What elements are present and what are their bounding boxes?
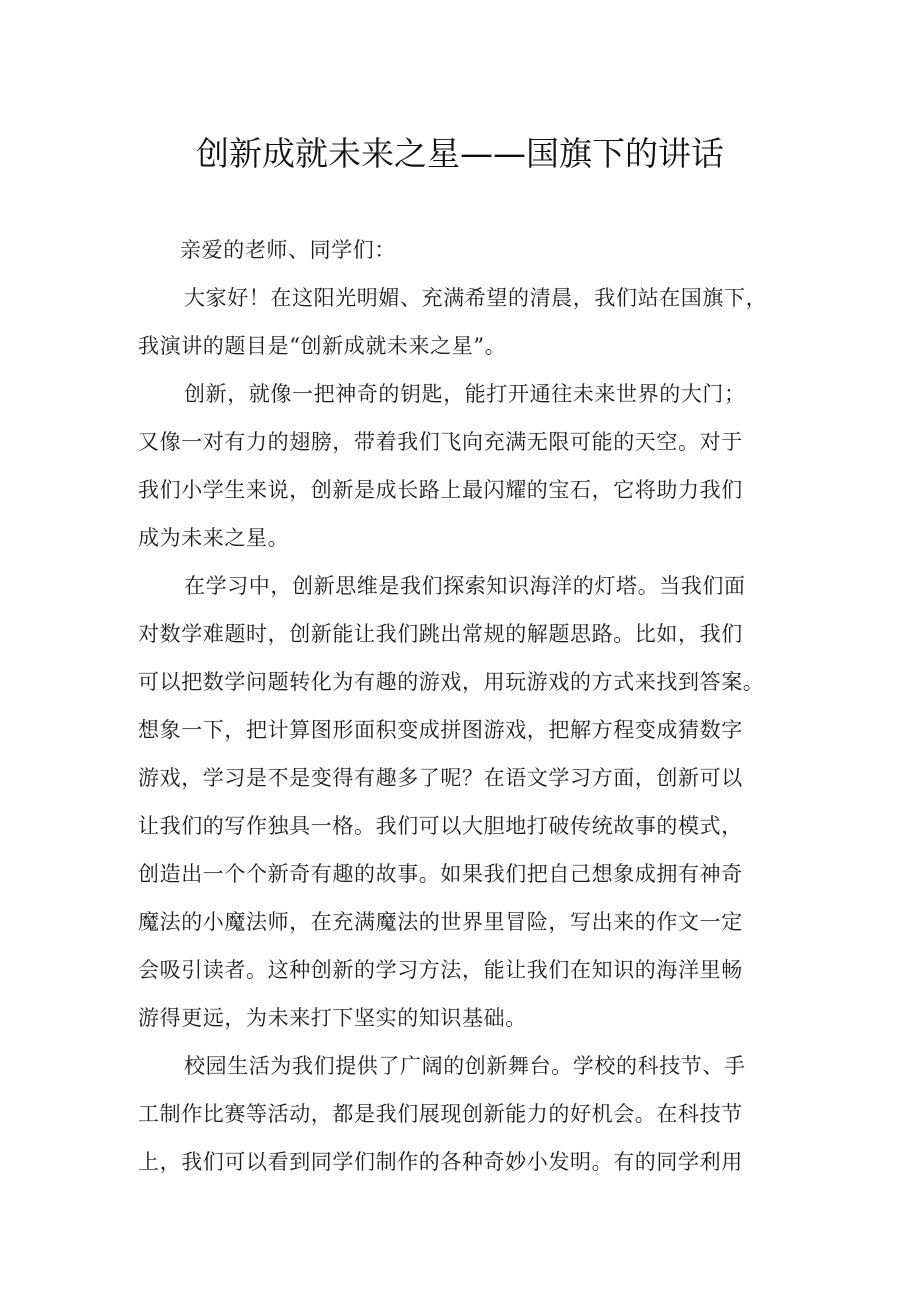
paragraph-line: 上，我们可以看到同学们制作的各种奇妙小发明。有的同学利用 <box>138 1150 743 1174</box>
paragraph-line: 我们小学生来说，创新是成长路上最闪耀的宝石，它将助力我们 <box>138 478 743 502</box>
salutation: 亲爱的老师、同学们： <box>180 238 396 262</box>
paragraph-1 <box>138 274 788 370</box>
paragraph-line: 游戏，学习是不是变得有趣多了呢？在语文学习方面，创新可以 <box>138 766 743 790</box>
paragraph-line: 我演讲的题目是“创新成就未来之星”。 <box>138 334 507 358</box>
paragraph-line: 创造出一个个新奇有趣的故事。如果我们把自己想象成拥有神奇 <box>138 862 743 886</box>
paragraph-line: 校园生活为我们提供了广阔的创新舞台。学校的科技节、手 <box>184 1054 746 1078</box>
paragraph-line: 游得更远，为未来打下坚实的知识基础。 <box>138 1006 527 1030</box>
paragraph-3 <box>138 562 788 1042</box>
page-title: 创新成就未来之星——国旗下的讲话 <box>196 134 724 173</box>
paragraph-line: 成为未来之星。 <box>138 526 290 550</box>
paragraph-line: 工制作比赛等活动，都是我们展现创新能力的好机会。在科技节 <box>138 1102 743 1126</box>
paragraph-line: 想象一下，把计算图形面积变成拼图游戏，把解方程变成猜数字 <box>138 718 743 742</box>
paragraph-line: 对数学难题时，创新能让我们跳出常规的解题思路。比如，我们 <box>138 622 743 646</box>
paragraph-line: 魔法的小魔法师，在充满魔法的世界里冒险，写出来的作文一定 <box>138 910 743 934</box>
paragraph-line: 创新，就像一把神奇的钥匙，能打开通往未来世界的大门； <box>184 382 746 406</box>
speech-body <box>138 226 788 1186</box>
paragraph-4 <box>138 1042 788 1186</box>
paragraph-line: 会吸引读者。这种创新的学习方法，能让我们在知识的海洋里畅 <box>138 958 743 982</box>
paragraph-line: 可以把数学问题转化为有趣的游戏，用玩游戏的方式来找到答案。 <box>138 670 765 694</box>
paragraph-line: 又像一对有力的翅膀，带着我们飞向充满无限可能的天空。对于 <box>138 430 743 454</box>
paragraph-line: 在学习中，创新思维是我们探索知识海洋的灯塔。当我们面 <box>184 574 746 598</box>
paragraph-line: 让我们的写作独具一格。我们可以大胆地打破传统故事的模式， <box>138 814 743 838</box>
paragraph-2 <box>138 370 788 562</box>
paragraph-line: 大家好！在这阳光明媚、充满希望的清晨，我们站在国旗下， <box>184 286 768 310</box>
